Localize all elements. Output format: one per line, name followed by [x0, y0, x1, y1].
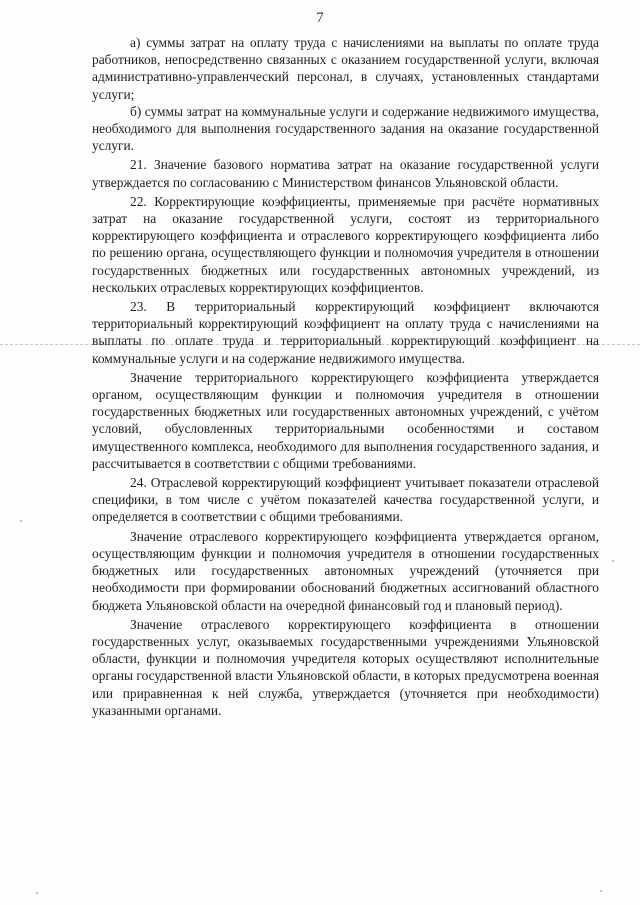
paragraph-sectoral-value: Значение отраслевого корректирующего коэффициента утверждается органом, осуществляющим функции и полномочия учредителя в отношении государственных бюджетных или государственных автономных учреждений (уточняется при необходимости при формировании обоснований бюджетных ассигнований областного бюджета Ульяновской области на очередной финансовый год и плановый период). [92, 528, 599, 613]
paragraph-23: 23. В территориальный корректирующий коэффициент включаются территориальный корректирующий коэффициент на оплату труда с начислениями на выплаты по оплате труда и территориальный корректирующий коэффициент на коммунальные услуги и на содержание недвижимого имущества. [92, 299, 599, 366]
paragraph-24: 24. Отраслевой корректирующий коэффициент учитывает показатели отраслевой специфики, в том числе с учётом показателей качества государственной услуги, и определяется в соответствии с общими требованиями. [92, 475, 599, 525]
scan-speck [612, 560, 614, 562]
paragraph-a: а) суммы затрат на оплату труда с начислениями на выплаты по оплате труда работников, непосредственно связанных с оказанием государственной услуги, включая административно-управленческий персонал, в случаях, установленных стандартами услуги; [92, 35, 599, 102]
paragraph-territorial-value: Значение территориального корректирующего коэффициента утверждается органом, осуществляющим функции и полномочия учредителя в отношении государственных бюджетных или государственных автономных учреждений, с учётом условий, обусловленных территориальными особенностями и составом имущественного комплекса, необходимого для выполнения государственного задания, и рассчитывается в соответствии с общими требованиями. [92, 369, 599, 471]
scan-speck [20, 520, 22, 522]
scan-speck [36, 892, 38, 894]
document-body [92, 34, 599, 719]
page-number: 7 [316, 10, 324, 26]
paragraph-22: 22. Корректирующие коэффициенты, применяемые при расчёте нормативных затрат на оказание государственной услуги, состоят из территориального корректирующего коэффициента и отраслевого корректирующего коэффициента либо по решению органа, осуществляющего функции и полномочия учредителя в отношении государственных бюджетных или государственных автономных учреждений, из нескольких отраслевых корректирующих коэффициентов. [92, 193, 599, 295]
scan-speck [600, 890, 602, 892]
paragraph-21: 21. Значение базового норматива затрат на оказание государственной услуги утверждается по согласованию с Министерством финансов Ульяновской области. [92, 157, 599, 190]
paragraph-b: б) суммы затрат на коммунальные услуги и содержание недвижимого имущества, необходимого для выполнения государственного задания на оказание государственной услуги. [92, 103, 599, 154]
paragraph-sectoral-military: Значение отраслевого корректирующего коэффициента в отношении государственных услуг, оказываемых государственными учреждениями Ульяновской области, функции и полномочия учредителя которых осуществляют исполнительные органы государственной власти Ульяновской области, в которых предусмотрена военная или приравненная к ней служба, утверждается (уточняется при необходимости) указанными органами. [92, 616, 599, 718]
